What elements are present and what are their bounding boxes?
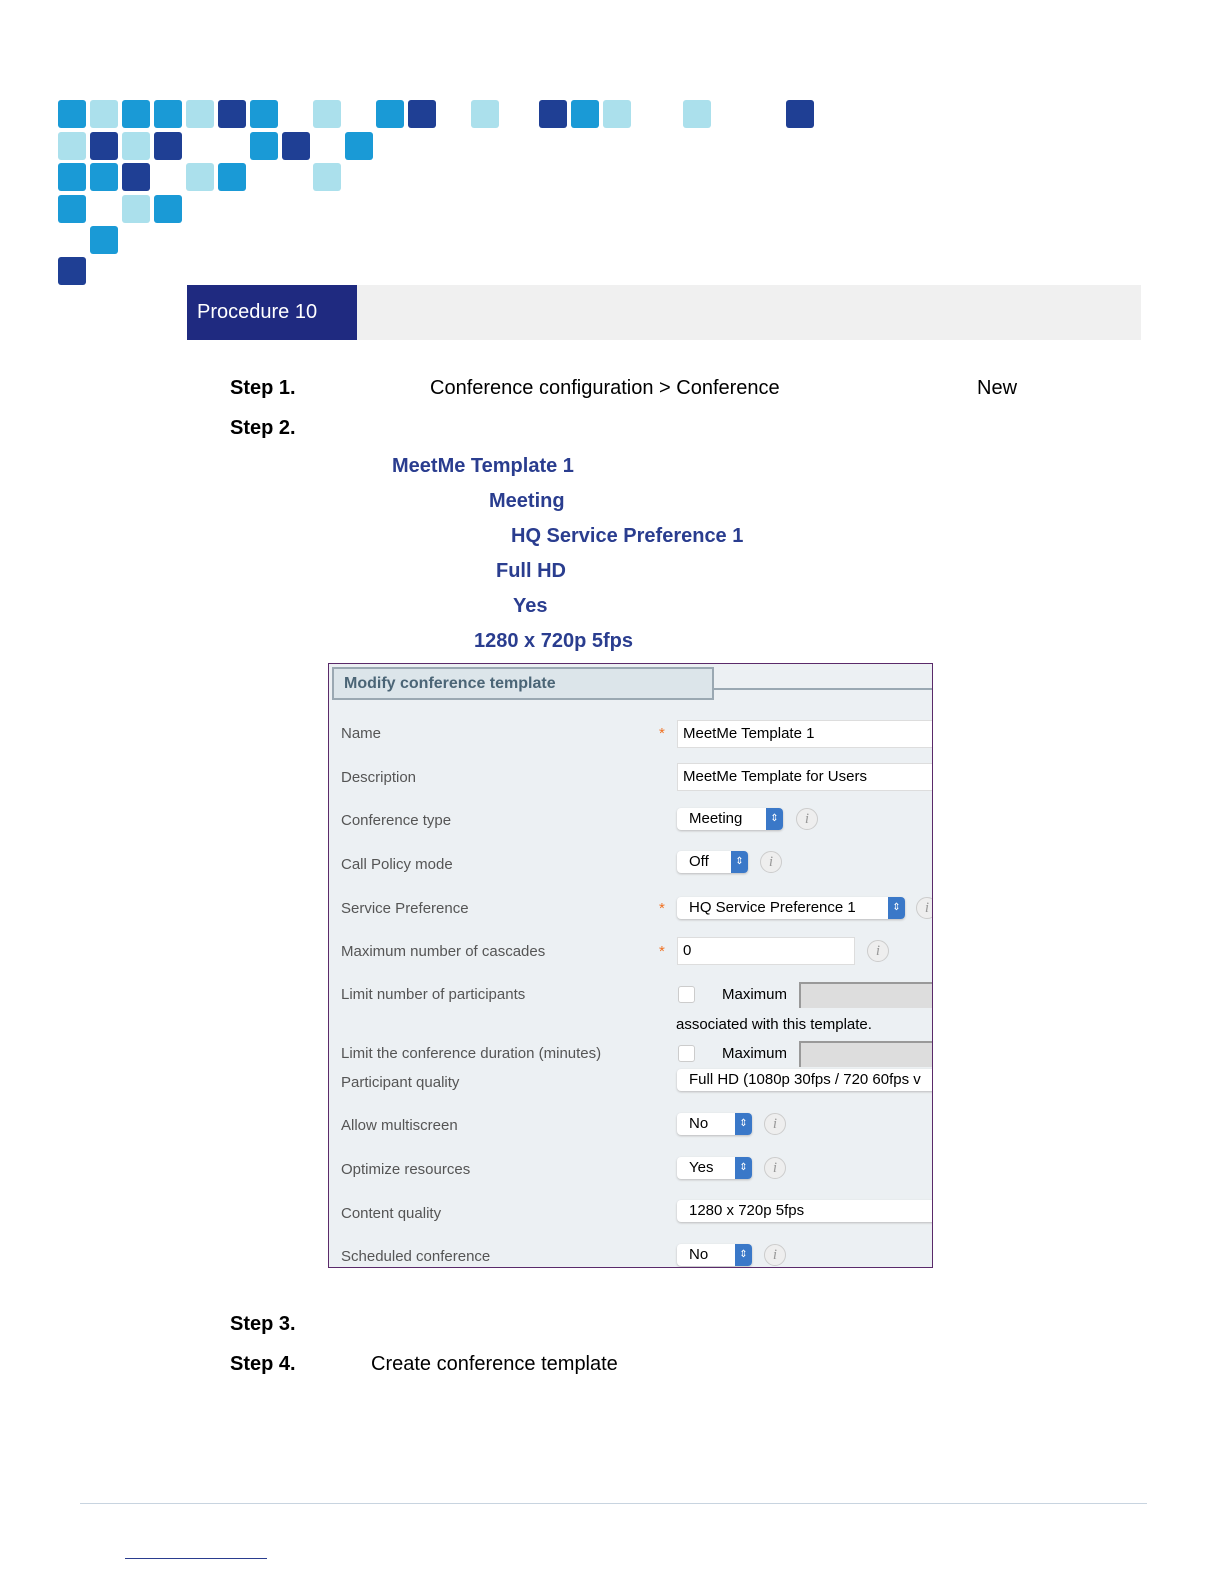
step-3-label: Step 3. xyxy=(230,1313,296,1335)
info-icon[interactable]: i xyxy=(764,1244,786,1266)
footer-link-underline xyxy=(125,1558,267,1559)
call-policy-value: Off xyxy=(689,853,709,870)
max-participants-input[interactable] xyxy=(799,982,933,1008)
logo-square xyxy=(154,132,182,160)
call-policy-label: Call Policy mode xyxy=(341,856,453,873)
logo-square xyxy=(90,163,118,191)
conference-type-select[interactable] xyxy=(677,808,783,830)
conference-type-label: Conference type xyxy=(341,812,452,829)
modify-conference-template-screenshot xyxy=(328,663,933,1268)
create-template-text: Create conference template xyxy=(371,1353,618,1375)
scheduled-label: Scheduled conference xyxy=(341,1248,491,1265)
logo-square xyxy=(186,163,214,191)
logo-square xyxy=(786,100,814,128)
required-icon: * xyxy=(659,725,665,742)
name-input[interactable]: MeetMe Template 1 xyxy=(677,720,933,748)
participant-quality-select[interactable]: Full HD (1080p 30fps / 720 60fps v xyxy=(677,1069,933,1091)
logo-square xyxy=(471,100,499,128)
description-input[interactable]: MeetMe Template for Users xyxy=(677,763,933,791)
step-4-label: Step 4. xyxy=(230,1353,296,1375)
step-1-label: Step 1. xyxy=(230,377,296,399)
logo-square xyxy=(58,195,86,223)
panel-title: Modify conference template xyxy=(332,667,714,700)
limit-participants-label: Limit number of participants xyxy=(341,986,526,1003)
logo-square xyxy=(313,163,341,191)
value-quality: Full HD xyxy=(496,560,566,582)
service-preference-select[interactable] xyxy=(677,897,905,919)
logo-square xyxy=(313,100,341,128)
logo-square xyxy=(282,132,310,160)
logo-square xyxy=(376,100,404,128)
limit-duration-label: Limit the conference duration (minutes) xyxy=(341,1045,602,1062)
cascades-label: Maximum number of cascades xyxy=(341,943,546,960)
optimize-select[interactable] xyxy=(677,1157,752,1179)
logo-square xyxy=(345,132,373,160)
logo-square xyxy=(122,195,150,223)
logo-square xyxy=(539,100,567,128)
optimize-value: Yes xyxy=(689,1159,714,1176)
logo-square xyxy=(58,100,86,128)
max-duration-input[interactable] xyxy=(799,1041,933,1067)
chevron-updown-icon: ⇕ xyxy=(888,897,905,919)
logo-square xyxy=(186,100,214,128)
chevron-updown-icon: ⇕ xyxy=(735,1244,752,1266)
logo-square xyxy=(58,257,86,285)
optimize-label: Optimize resources xyxy=(341,1161,471,1178)
value-content: 1280 x 720p 5fps xyxy=(474,630,633,652)
name-label: Name xyxy=(341,725,382,742)
chevron-updown-icon: ⇕ xyxy=(735,1113,752,1135)
multiscreen-label: Allow multiscreen xyxy=(341,1117,458,1134)
logo-square xyxy=(571,100,599,128)
logo-square xyxy=(90,226,118,254)
description-label: Description xyxy=(341,769,417,786)
logo-square xyxy=(603,100,631,128)
chevron-updown-icon: ⇕ xyxy=(766,808,783,830)
logo-square xyxy=(58,132,86,160)
required-icon: * xyxy=(659,943,665,960)
logo-square xyxy=(154,100,182,128)
logo-square xyxy=(90,132,118,160)
logo-square xyxy=(58,163,86,191)
procedure-title-bar xyxy=(357,285,1141,340)
logo-square xyxy=(122,132,150,160)
value-optimize: Yes xyxy=(513,595,548,617)
logo-square xyxy=(218,100,246,128)
footer-divider xyxy=(80,1503,1147,1504)
new-text: New xyxy=(977,377,1018,399)
service-preference-value: HQ Service Preference 1 xyxy=(689,899,856,916)
multiscreen-value: No xyxy=(689,1115,709,1132)
value-name: MeetMe Template 1 xyxy=(392,455,574,477)
logo-square xyxy=(218,163,246,191)
maximum-label: Maximum xyxy=(722,1045,788,1062)
scheduled-select[interactable] xyxy=(677,1244,752,1266)
limit-participants-checkbox[interactable] xyxy=(678,986,695,1003)
scheduled-value: No xyxy=(689,1246,709,1263)
info-icon[interactable]: i xyxy=(764,1157,786,1179)
content-quality-label: Content quality xyxy=(341,1205,442,1222)
required-icon: * xyxy=(659,900,665,917)
value-type: Meeting xyxy=(489,490,565,512)
multiscreen-select[interactable] xyxy=(677,1113,752,1135)
info-icon[interactable]: i xyxy=(867,940,889,962)
value-service-pref: HQ Service Preference 1 xyxy=(511,525,744,547)
logo-square xyxy=(683,100,711,128)
info-icon[interactable]: i xyxy=(916,897,933,919)
procedure-label: Procedure 10 xyxy=(187,285,357,340)
logo-square xyxy=(408,100,436,128)
logo-square xyxy=(154,195,182,223)
chevron-updown-icon: ⇕ xyxy=(735,1157,752,1179)
logo-square xyxy=(250,100,278,128)
info-icon[interactable]: i xyxy=(796,808,818,830)
logo-square xyxy=(122,163,150,191)
info-icon[interactable]: i xyxy=(764,1113,786,1135)
participant-quality-label: Participant quality xyxy=(341,1074,460,1091)
logo-square xyxy=(250,132,278,160)
maximum-label: Maximum xyxy=(722,986,788,1003)
logo-square xyxy=(90,100,118,128)
info-icon[interactable]: i xyxy=(760,851,782,873)
limit-duration-checkbox[interactable] xyxy=(678,1045,695,1062)
menu-path: Conference configuration > Conference xyxy=(430,377,780,399)
conference-type-value: Meeting xyxy=(689,810,743,827)
service-preference-label: Service Preference xyxy=(341,900,469,917)
associated-text: associated with this template. xyxy=(676,1016,872,1033)
logo-square xyxy=(122,100,150,128)
call-policy-select[interactable] xyxy=(677,851,748,873)
panel-divider xyxy=(714,688,932,690)
content-quality-select[interactable]: 1280 x 720p 5fps xyxy=(677,1200,933,1222)
chevron-updown-icon: ⇕ xyxy=(731,851,748,873)
step-2-label: Step 2. xyxy=(230,417,296,439)
cascades-input[interactable]: 0 xyxy=(677,937,855,965)
